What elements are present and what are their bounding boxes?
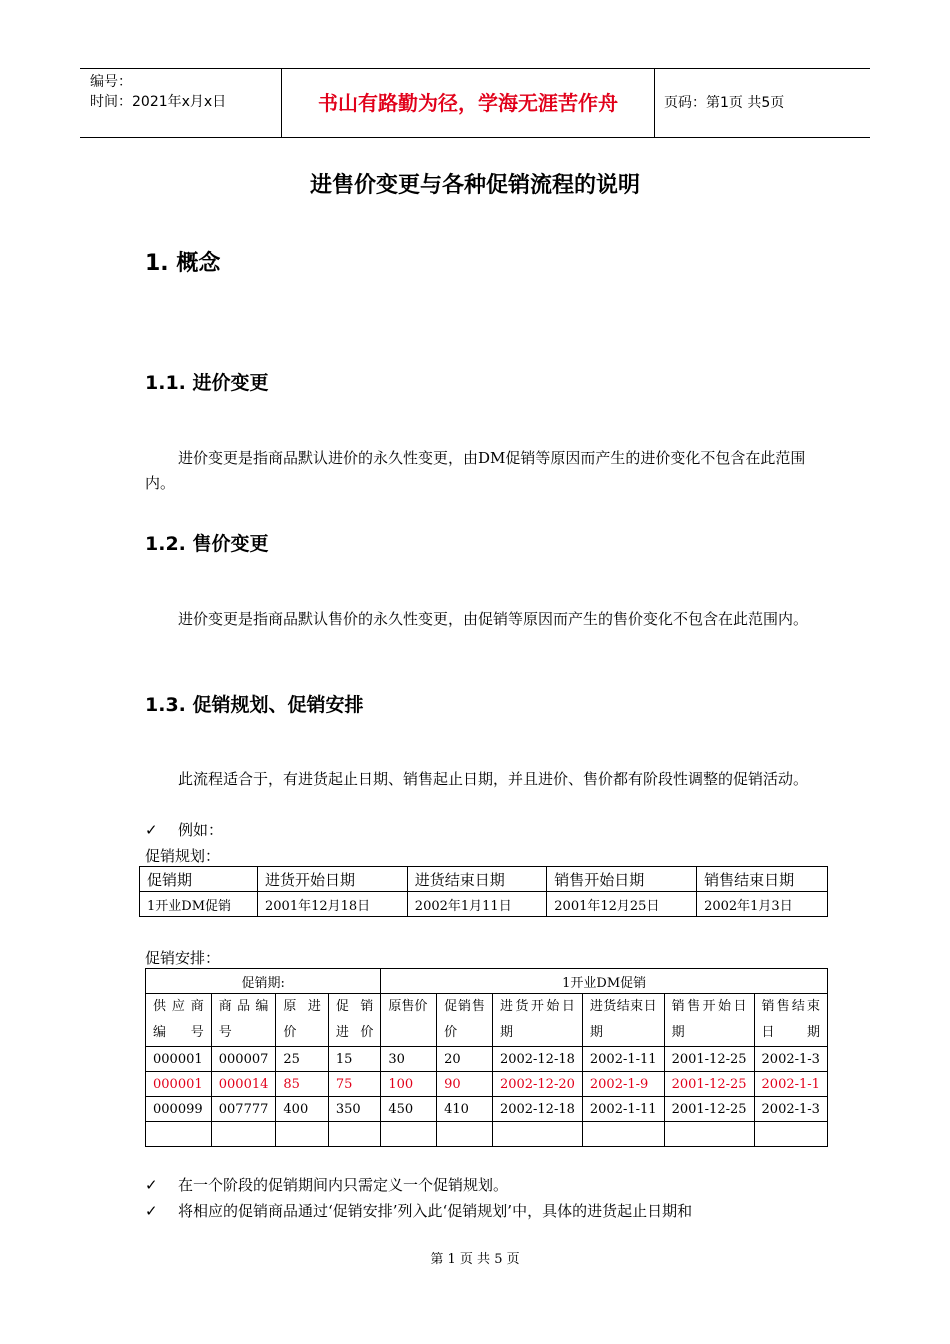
- table-row-empty: [146, 1122, 828, 1147]
- table-period-row: [146, 969, 828, 994]
- table-cell: 90: [437, 1072, 493, 1097]
- period-value-cell: 1开业DM促销: [381, 969, 828, 994]
- arrange-label: 促销安排：: [145, 949, 221, 967]
- document-title: 进售价变更与各种促销流程的说明: [309, 173, 640, 198]
- table-cell: [146, 1122, 212, 1147]
- table-cell: [582, 1122, 664, 1147]
- table-cell: 2002年1月11日: [407, 892, 546, 917]
- table-cell: 75: [328, 1072, 380, 1097]
- table-header-cell: 销售开始日期: [664, 994, 754, 1047]
- table-cell: 2002-1-11: [582, 1097, 664, 1122]
- table-cell: 2001-12-25: [664, 1072, 754, 1097]
- table-header-cell: 原进价: [276, 994, 328, 1047]
- table-cell: 2002-1-3: [754, 1097, 827, 1122]
- section-heading-1-1: 1.1. 进价变更: [145, 372, 269, 394]
- table-cell: 2001-12-25: [664, 1047, 754, 1072]
- table-cell: [664, 1122, 754, 1147]
- table-header-row: [140, 867, 828, 892]
- table-header-cell: 进货结束日期: [582, 994, 664, 1047]
- table-header-cell: 供应商编号: [146, 994, 212, 1047]
- table-cell: 2002-12-18: [492, 1047, 582, 1072]
- table-cell: 20: [437, 1047, 493, 1072]
- table-header-cell: 进货结束日期: [407, 867, 546, 892]
- table-header-cell: 进货开始日期: [258, 867, 408, 892]
- period-label-cell: 促销期:: [146, 969, 381, 994]
- table-cell: 450: [381, 1097, 437, 1122]
- table-cell: 25: [276, 1047, 328, 1072]
- table-cell: 000007: [211, 1047, 276, 1072]
- table-cell: 2002-1-9: [582, 1072, 664, 1097]
- table-cell: 007777: [211, 1097, 276, 1122]
- table-row-highlighted: [146, 1072, 828, 1097]
- table-header-cell: 原售价: [381, 994, 437, 1047]
- check-icon: ✓: [145, 1176, 158, 1194]
- table-cell: 2001-12-25: [664, 1097, 754, 1122]
- section-heading-1-3: 1.3. 促销规划、促销安排: [145, 694, 364, 716]
- table-row: [140, 892, 828, 917]
- table-header-cell: 销售开始日期: [547, 867, 697, 892]
- table-header-cell: 销售结束日期: [754, 994, 827, 1047]
- table-cell: 85: [276, 1072, 328, 1097]
- section-1-2-text: 进价变更是指商品默认售价的永久性变更，由促销等原因而产生的售价变化不包含在此范围内。: [178, 610, 809, 628]
- plan-label: 促销规划：: [145, 847, 221, 865]
- table-cell: [381, 1122, 437, 1147]
- table-cell: 410: [437, 1097, 493, 1122]
- table-cell: 1开业DM促销: [140, 892, 258, 917]
- table-cell: 000001: [146, 1047, 212, 1072]
- arrange-table: [145, 968, 828, 1147]
- header-motto: 书山有路勤为径，学海无涯苦作舟: [282, 69, 655, 137]
- table-cell: 2001年12月25日: [547, 892, 697, 917]
- bullet-text: 在一个阶段的促销期间内只需定义一个促销规划。: [178, 1176, 509, 1194]
- table-cell: 350: [328, 1097, 380, 1122]
- time-label: 时间：2021年x月x日: [90, 94, 227, 110]
- section-heading-1: 1. 概念: [145, 251, 221, 276]
- table-cell: 2002-1-1: [754, 1072, 827, 1097]
- table-cell: [492, 1122, 582, 1147]
- table-cell: 2002-12-20: [492, 1072, 582, 1097]
- check-icon: ✓: [145, 1202, 158, 1220]
- table-cell: 100: [381, 1072, 437, 1097]
- table-cell: 400: [276, 1097, 328, 1122]
- table-cell: [437, 1122, 493, 1147]
- table-row: [146, 1097, 828, 1122]
- bullet-item: [145, 1200, 692, 1221]
- table-cell: [328, 1122, 380, 1147]
- table-cell: 30: [381, 1047, 437, 1072]
- table-cell: 2001年12月18日: [258, 892, 408, 917]
- table-header-cell: 促销进价: [328, 994, 380, 1047]
- table-cell: 2002-1-3: [754, 1047, 827, 1072]
- table-header-cell: 商品编号: [211, 994, 276, 1047]
- table-row: [146, 1047, 828, 1072]
- bullet-item: [145, 1174, 508, 1195]
- table-cell: 000001: [146, 1072, 212, 1097]
- example-line: [145, 819, 223, 840]
- table-cell: [211, 1122, 276, 1147]
- check-icon: ✓: [145, 821, 158, 839]
- header-meta: [80, 69, 282, 137]
- table-header-cell: 进货开始日期: [492, 994, 582, 1047]
- table-cell: 2002-12-18: [492, 1097, 582, 1122]
- section-heading-1-2: 1.2. 售价变更: [145, 533, 269, 555]
- table-cell: 000014: [211, 1072, 276, 1097]
- number-label: 编号：: [90, 74, 132, 90]
- page-footer: 第 1 页 共 5 页: [430, 1252, 520, 1267]
- section-1-3-text: 此流程适合于，有进货起止日期、销售起止日期，并且进价、售价都有阶段性调整的促销活动。: [178, 770, 809, 788]
- section-1-1-text: 进价变更是指商品默认进价的永久性变更，由DM促销等原因而产生的进价变化不包含在此范围内。: [145, 449, 806, 492]
- table-cell: 000099: [146, 1097, 212, 1122]
- table-cell: [276, 1122, 328, 1147]
- table-header-cell: 销售结束日期: [697, 867, 828, 892]
- header-page-info: 页码：第1页 共5页: [664, 95, 785, 111]
- table-header-row: [146, 994, 828, 1047]
- table-cell: [754, 1122, 827, 1147]
- plan-table: [139, 866, 828, 917]
- example-label: 例如：: [178, 821, 224, 839]
- table-header-cell: 促销售价: [437, 994, 493, 1047]
- bullet-text: 将相应的促销商品通过‘促销安排’列入此‘促销规划’中，具体的进货起止日期和: [178, 1202, 693, 1220]
- table-cell: 2002年1月3日: [697, 892, 828, 917]
- page-header: [80, 68, 870, 138]
- table-cell: 2002-1-11: [582, 1047, 664, 1072]
- table-cell: 15: [328, 1047, 380, 1072]
- table-header-cell: 促销期: [140, 867, 258, 892]
